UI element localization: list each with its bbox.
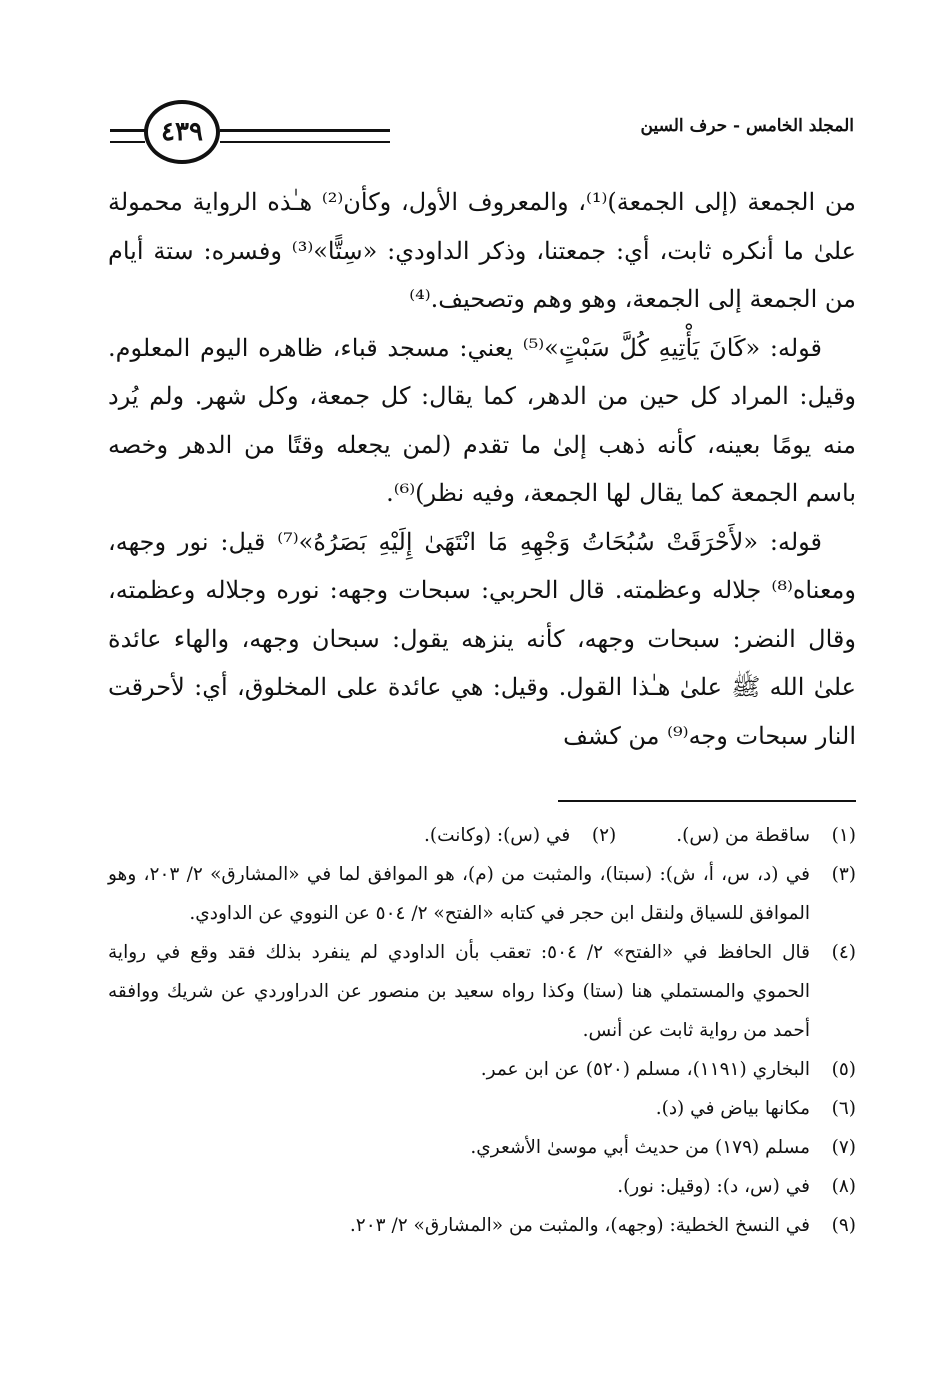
footnote-number: (٦) xyxy=(831,1098,856,1119)
footnote-separator xyxy=(558,800,856,802)
footnote-text: في النسخ الخطية: (وجهه)، والمثبت من «المشارق» ٢/ ٢٠٣. xyxy=(349,1215,810,1236)
footnote-number: (٧) xyxy=(831,1137,856,1158)
footnote-number: (٢) xyxy=(591,825,617,846)
header-rule-left xyxy=(110,129,145,143)
footnote-number: (٨) xyxy=(831,1176,856,1197)
footnote-text: ساقطة من (س). xyxy=(676,825,810,846)
paragraph-3: قوله: «لأَحْرَقَتْ سُبُحَاتُ وَجْهِهِ مَا انْتَهَىٰ إِلَيْهِ بَصَرُهُ»⁽⁷⁾ قيل: نور وجهه، ومعناه⁽⁸⁾ جلاله وعظمته. قال الحربي: سبحات وجهه: نوره وجلاله وعظمته، وقال النضر: سبحات وجهه، كأنه ينزهه يقول: سبحان وجهه، والهاء عائدة علىٰ الله ﷺ علىٰ هـٰذا القول. وقيل: هي عائدة على المخلوق، أي: لأحرقت النار سبحات وجه⁽⁹⁾ من كشف xyxy=(108,527,856,750)
footnote-text: قال الحافظ في «الفتح» ٢/ ٥٠٤: تعقب بأن الداودي لم ينفرد بذلك فقد وقع في رواية الحموي والمستملي هنا (ستا) وكذا رواه سعيد بن منصور عن الدراوردي عن شريك ووافقه أحمد من رواية ثابت عن أنس. xyxy=(108,942,810,1041)
footnote-text: في (س): (وكانت). xyxy=(423,825,571,846)
footnote-9 xyxy=(108,1206,856,1245)
footnote-text: في (د، س، أ، ش): (سبتا)، والمثبت من (م)، هو الموافق لما في «المشارق» ٢/ ٢٠٣، وهو الموافق للسياق ولنقل ابن حجر في كتابه «الفتح» ٢/ ٥٠٤ عن النووي عن الداودي. xyxy=(108,864,810,924)
footnote-text: مكانها بياض في (د). xyxy=(655,1098,810,1119)
footnote-5 xyxy=(108,1050,856,1089)
footnote-text: البخاري (١١٩١)، مسلم (٥٢٠) عن ابن عمر. xyxy=(480,1059,810,1080)
page-number: ٤٣٩ xyxy=(144,100,220,164)
footnote-number: (٩) xyxy=(831,1215,856,1236)
footnote-number: (٣) xyxy=(831,864,856,885)
footnote-6 xyxy=(108,1089,856,1128)
footnote-4 xyxy=(108,933,856,1050)
footnote-2 xyxy=(424,816,616,855)
header-rule-right xyxy=(220,129,390,143)
footnote-1 xyxy=(676,816,856,855)
main-text xyxy=(108,178,856,760)
page-header xyxy=(110,100,854,170)
footnote-number: (٤) xyxy=(831,942,856,963)
footnote-row-1-2 xyxy=(108,816,856,855)
footnote-number: (١) xyxy=(831,825,856,846)
paragraph-2: قوله: «كَانَ يَأْتِيهِ كُلَّ سَبْتٍ»⁽⁵⁾ يعني: مسجد قباء، ظاهره اليوم المعلوم. وقيل: المراد كل حين من الدهر، كما يقال: كل جمعة، وكل شهر. ولم يُرد منه يومًا بعينه، كأنه ذهب إلىٰ ما تقدم (لمن يجعله وقتًا من الدهر وخصه باسم الجمعة كما يقال لها الجمعة، وفيه نظر)⁽⁶⁾. xyxy=(108,333,857,507)
footnote-text: في (س، د): (وقيل: نور). xyxy=(617,1176,810,1197)
footnote-number: (٥) xyxy=(831,1059,856,1080)
paragraph-1: من الجمعة (إلى الجمعة)⁽¹⁾، والمعروف الأول، وكأن⁽²⁾ هـٰذه الرواية محمولة علىٰ ما أنكره ثابت، أي: جمعتنا، وذكر الداودي: «سِتًّا»⁽³⁾ وفسره: ستة أيام من الجمعة إلى الجمعة، وهو وهم وتصحيف.⁽⁴⁾ xyxy=(108,188,856,313)
running-head: المجلد الخامس - حرف السين xyxy=(640,116,854,136)
footnote-7 xyxy=(108,1128,856,1167)
footnote-text: مسلم (١٧٩) من حديث أبي موسىٰ الأشعري. xyxy=(470,1137,810,1158)
footnote-8 xyxy=(108,1167,856,1206)
footnotes xyxy=(108,816,856,1245)
footnote-3 xyxy=(108,855,856,933)
